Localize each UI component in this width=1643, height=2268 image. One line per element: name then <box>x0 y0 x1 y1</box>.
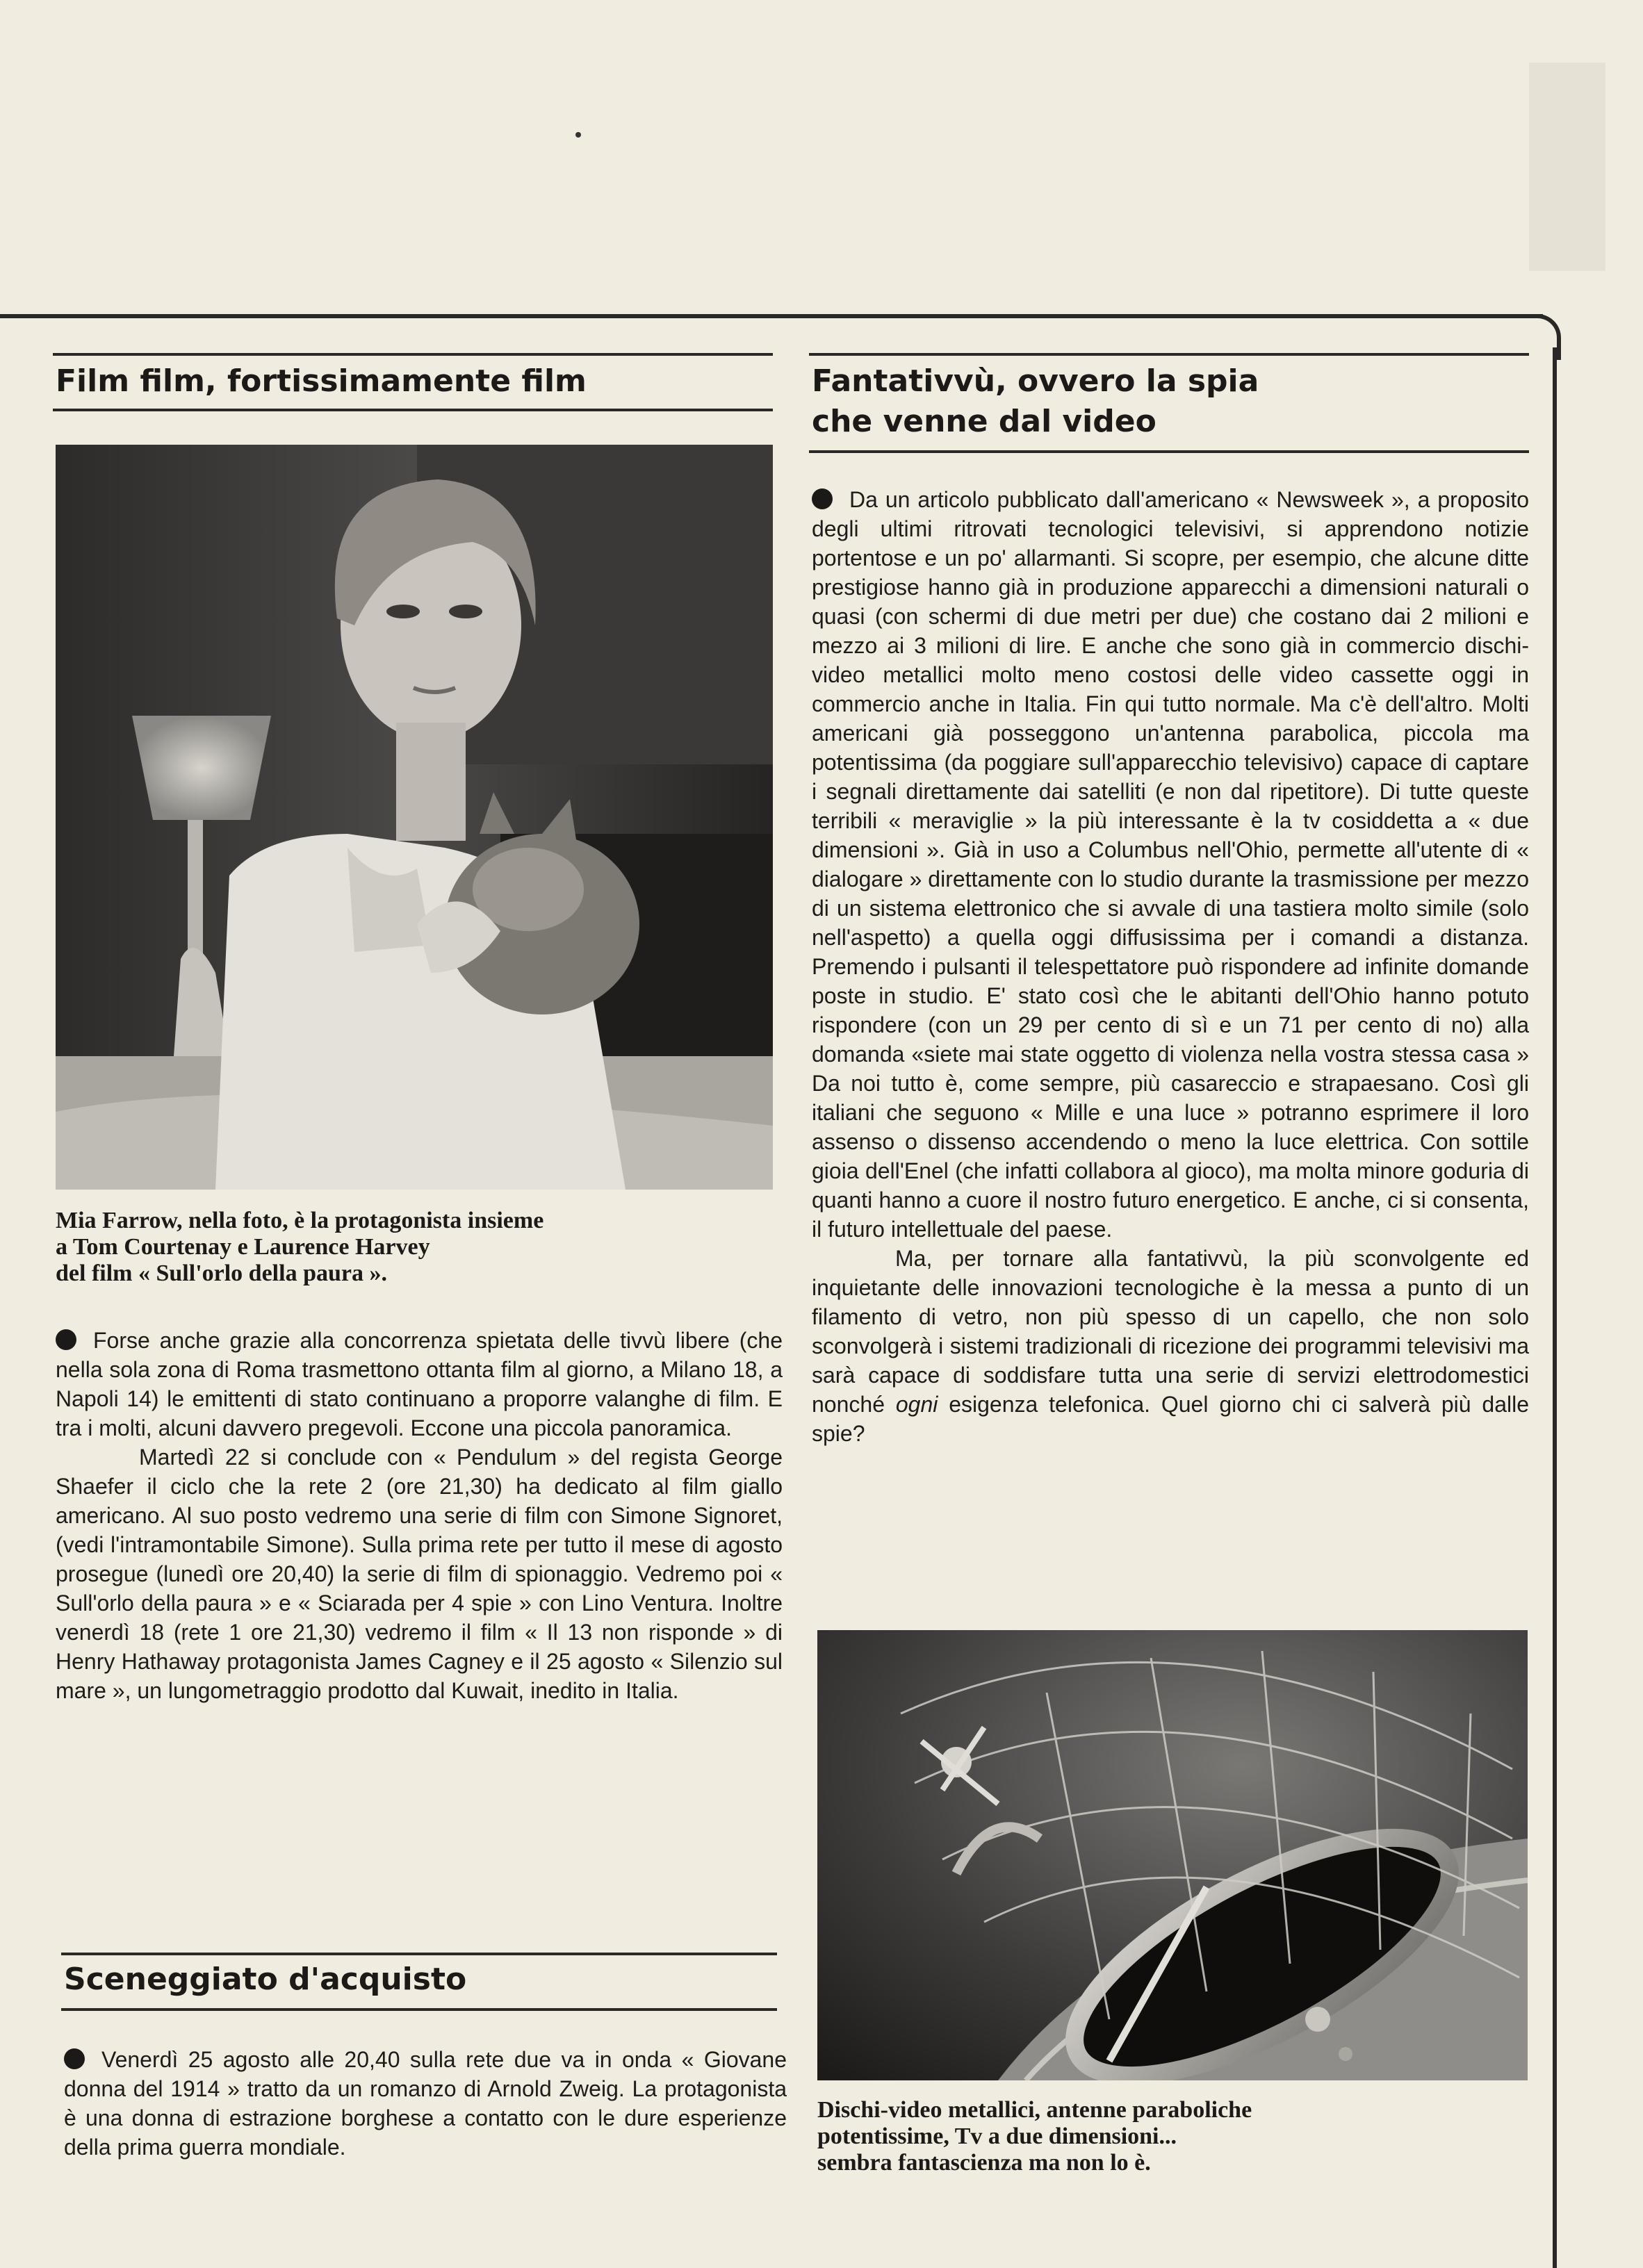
paragraph-text: esigenza telefonica. Quel giorno chi ci salverà più dalle spie? <box>812 1392 1530 1446</box>
photo-caption-line: a Tom Courtenay e Laurence Harvey <box>56 1234 430 1260</box>
paragraph-text: Ma, per tornare alla fantativvù, la più sconvolgente ed inquietante delle innovazioni tecnologiche è la messa a punto di un filamento di vetro, non più spesso di un capello, che non solo sconvolgerà i sistemi tradizionali di ricezione dei programmi televisivi ma sarà capace di soddisfare tutta una serie di servizi elettrodomestici nonché <box>812 1246 1529 1417</box>
body-paragraph <box>56 1326 783 1443</box>
article-headline: Sceneggiato d'acquisto <box>64 1962 467 1997</box>
bullet-icon <box>812 488 833 509</box>
bleed-through-shadow <box>1529 63 1605 271</box>
body-paragraph <box>812 485 1529 1244</box>
illustration-satellite-dish <box>817 1630 1528 2080</box>
paragraph-text: Venerdì 25 agosto alle 20,40 sulla rete due va in onda « Giovane donna del 1914 » tratto da un romanzo di Arnold Zweig. La protagonista è una donna di estrazione borghese a contatto con le dure esperienze della prima guerra mondiale. <box>64 2047 787 2160</box>
body-paragraph <box>64 2045 787 2162</box>
bullet-icon <box>56 1329 76 1350</box>
article-body <box>812 485 1529 1448</box>
article-body <box>64 2045 787 2162</box>
headline-line: Fantativvù, ovvero la spia <box>812 363 1259 399</box>
article-body <box>56 1326 783 1705</box>
headline-rule-top <box>809 353 1529 356</box>
photo-caption-line: del film « Sull'orlo della paura ». <box>56 1260 387 1286</box>
headline-rule-bottom <box>53 409 773 411</box>
article-headline: Film film, fortissimamente film <box>56 363 587 399</box>
page-frame-top <box>0 314 1543 318</box>
headline-rule-bottom <box>61 2008 777 2011</box>
photo-caption-line: Mia Farrow, nella foto, è la protagonista insieme <box>56 1208 544 1233</box>
photo-mia-farrow <box>56 445 773 1190</box>
headline-rule-top <box>61 1953 777 1955</box>
paragraph-text: Da un articolo pubblicato dall'americano « Newsweek », a proposito degli ultimi ritrovati tecnologici televisivi, si apprendono notizie portentose e un po' allarmanti. Si scopre, per esempio, che alcune ditte prestigiose hanno già in produzione apparecchi a dimensioni naturali o quasi (con schermi di due metri per due) che costano dai 2 milioni e mezzo ai 3 milioni di lire. E anche che sono già in commercio dischi-video metallici molto meno costosi delle video cassette oggi in commercio anche in Italia. Fin qui tutto normale. Ma c'è dell'altro. Molti americani già posseggono un'antenna parabolica, piccola ma potentissima (da poggiare sull'apparecchio televisivo) capace di captare i segnali direttamente dai satelliti (e non dal ripetitore). Di tutte queste terribili « meraviglie » la più interessante è la tv cosiddetta a « due dimensioni ». Già in uso a Columbus nell'Ohio, permette all'utente di « dialogare » direttamente con lo studio durante la trasmissione per mezzo di un sistema elettronico che si avvale di una tastiera molto simile (solo nell'aspetto) a quella oggi diffusissima per i comandi a distanza. Premendo i pulsanti il telespettatore può rispondere ad infinite domande poste in studio. E' stato così che le abitanti dell'Ohio hanno potuto rispondere (con un 29 per cento di sì e un 71 per cento di no) alla domanda «siete mai state oggetto di violenza nella vostra stessa casa » Da noi tutto è, come sempre, più casareccio e strapaesano. Così gli italiani che seguono « Mille e una luce » potranno esprimere il loro assenso o dissenso accendendo o meno la luce elettrica. Con sottile gioia dell'Enel (che infatti collabora al gioco), ma molta minore goduria di quanti hanno a cuore il nostro futuro energetico. E anche, ci si consenta, il futuro intellettuale del paese. <box>812 487 1529 1242</box>
illustration-caption-line: Dischi-video metallici, antenne paraboliche <box>817 2097 1252 2123</box>
paragraph-text: Forse anche grazie alla concorrenza spietata delle tivvù libere (che nella sola zona di Roma trasmettono ottanta film al giorno, a Milano 18, a Napoli 14) le emittenti di stato continuano a proporre valanghe di film. E tra i molti, alcuni davvero pregevoli. Eccone una piccola panoramica. <box>56 1328 783 1440</box>
print-dot <box>575 132 581 138</box>
photo-caption <box>56 1208 543 1287</box>
bullet-icon <box>64 2048 85 2069</box>
headline-rule-bottom <box>809 450 1529 453</box>
illustration-caption <box>817 2097 1252 2176</box>
illustration-caption-line: sembra fantascienza ma non lo è. <box>817 2150 1151 2176</box>
body-paragraph <box>812 1244 1529 1448</box>
article-headline <box>812 361 1259 442</box>
page-frame-right <box>1553 347 1557 2268</box>
headline-rule-top <box>53 353 773 356</box>
body-paragraph: Martedì 22 si conclude con « Pendulum » del regista George Shaefer il ciclo che la rete 2 (ore 21,30) ha dedicato al film giallo americano. Al suo posto vedremo una serie di film con Simone Signoret, (vedi l'intramontabile Simone). Sulla prima rete per tutto il mese di agosto prosegue (lunedì ore 20,40) la serie di film di spionaggio. Vedremo poi « Sull'orlo della paura » e « Sciarada per 4 spie » con Lino Ventura. Inoltre venerdì 18 (rete 1 ore 21,30) vedremo il film « Il 13 non risponde » di Henry Hathaway protagonista James Cagney e il 25 agosto « Silenzio sul mare », un lungometraggio prodotto dal Kuwait, inedito in Italia. <box>56 1445 783 1703</box>
illustration-caption-line: potentissime, Tv a due dimensioni... <box>817 2123 1177 2149</box>
italic-word: ogni <box>895 1392 938 1417</box>
headline-line: che venne dal video <box>812 404 1156 439</box>
